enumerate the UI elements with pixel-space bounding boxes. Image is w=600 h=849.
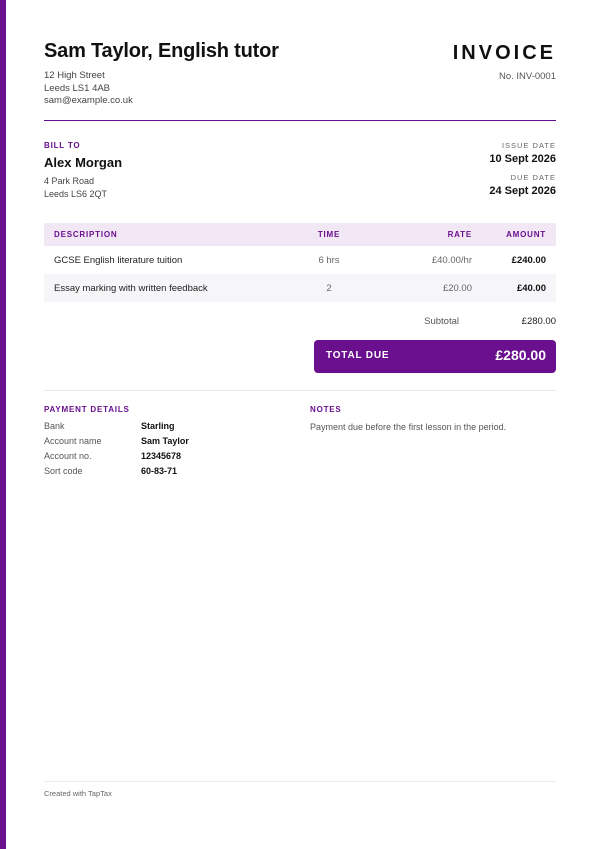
notes-text: Payment due before the first lesson in the period.	[310, 422, 507, 432]
row-rate: £40.00/hr	[431, 254, 472, 266]
invoice-number: No. INV-0001	[498, 71, 556, 82]
total-due-value: £280.00	[495, 347, 546, 363]
line-items-table	[44, 223, 556, 302]
header-divider	[44, 120, 556, 121]
subtotal-label: Subtotal	[424, 316, 459, 327]
payment-key: Bank	[44, 421, 65, 431]
total-due-label: TOTAL DUE	[326, 350, 390, 361]
payment-key: Account name	[44, 436, 102, 446]
row-time: 2	[326, 282, 332, 294]
payment-details-label: PAYMENT DETAILS	[44, 405, 130, 414]
table-header	[44, 223, 556, 246]
payment-key: Sort code	[44, 466, 83, 476]
issue-date-value: 10 Sept 2026	[489, 153, 556, 165]
due-date-label: DUE DATE	[510, 173, 556, 182]
header-rate: RATE	[447, 230, 472, 239]
table-row	[44, 246, 556, 274]
bill-to-section	[44, 141, 344, 200]
business-address-line2: Leeds LS1 4AB	[44, 82, 111, 94]
client-address-line2: Leeds LS6 2QT	[44, 188, 108, 199]
client-address	[44, 175, 344, 200]
issue-date-label: ISSUE DATE	[501, 141, 556, 150]
client-address-line1: 4 Park Road	[44, 176, 95, 186]
payment-row-bank	[44, 419, 284, 434]
header-amount: AMOUNT	[506, 230, 546, 239]
subtotal-value: £280.00	[521, 316, 556, 327]
header-time: TIME	[317, 230, 341, 239]
payment-row-account-name	[44, 434, 284, 449]
row-amount: £240.00	[511, 254, 546, 266]
payment-details-section	[44, 405, 284, 479]
payment-key: Account no.	[44, 451, 92, 461]
row-description: GCSE English literature tuition	[54, 254, 183, 266]
table-row	[44, 274, 556, 302]
accent-bar	[0, 0, 6, 849]
section-divider	[44, 390, 556, 391]
total-due-box	[314, 340, 556, 373]
invoice-page	[44, 0, 556, 849]
row-rate: £20.00	[442, 282, 472, 294]
client-name: Alex Morgan	[44, 155, 123, 170]
payment-row-sort-code	[44, 464, 284, 479]
notes-section	[310, 405, 556, 434]
dates-section	[489, 141, 556, 197]
row-amount: £40.00	[516, 282, 546, 294]
row-description: Essay marking with written feedback	[54, 282, 208, 294]
business-name: Sam Taylor, English tutor	[44, 40, 279, 62]
business-email: sam@example.co.uk	[44, 95, 133, 106]
invoice-title: INVOICE	[452, 42, 556, 64]
notes-label: NOTES	[310, 405, 342, 414]
payment-value: 12345678	[141, 451, 182, 461]
footer-divider	[44, 781, 556, 782]
business-address-line1: 12 High Street	[44, 70, 105, 81]
payment-value: Sam Taylor	[141, 436, 189, 446]
footer-credit: Created with TapTax	[44, 789, 112, 798]
invoice-header	[44, 40, 556, 110]
row-time: 6 hrs	[318, 254, 340, 266]
header-description: DESCRIPTION	[54, 230, 118, 239]
payment-value: 60-83-71	[141, 466, 178, 476]
payment-row-account-no	[44, 449, 284, 464]
bill-to-label: BILL TO	[44, 141, 81, 150]
payment-value: Starling	[141, 421, 175, 431]
business-address	[44, 70, 133, 108]
due-date-value: 24 Sept 2026	[489, 185, 556, 197]
